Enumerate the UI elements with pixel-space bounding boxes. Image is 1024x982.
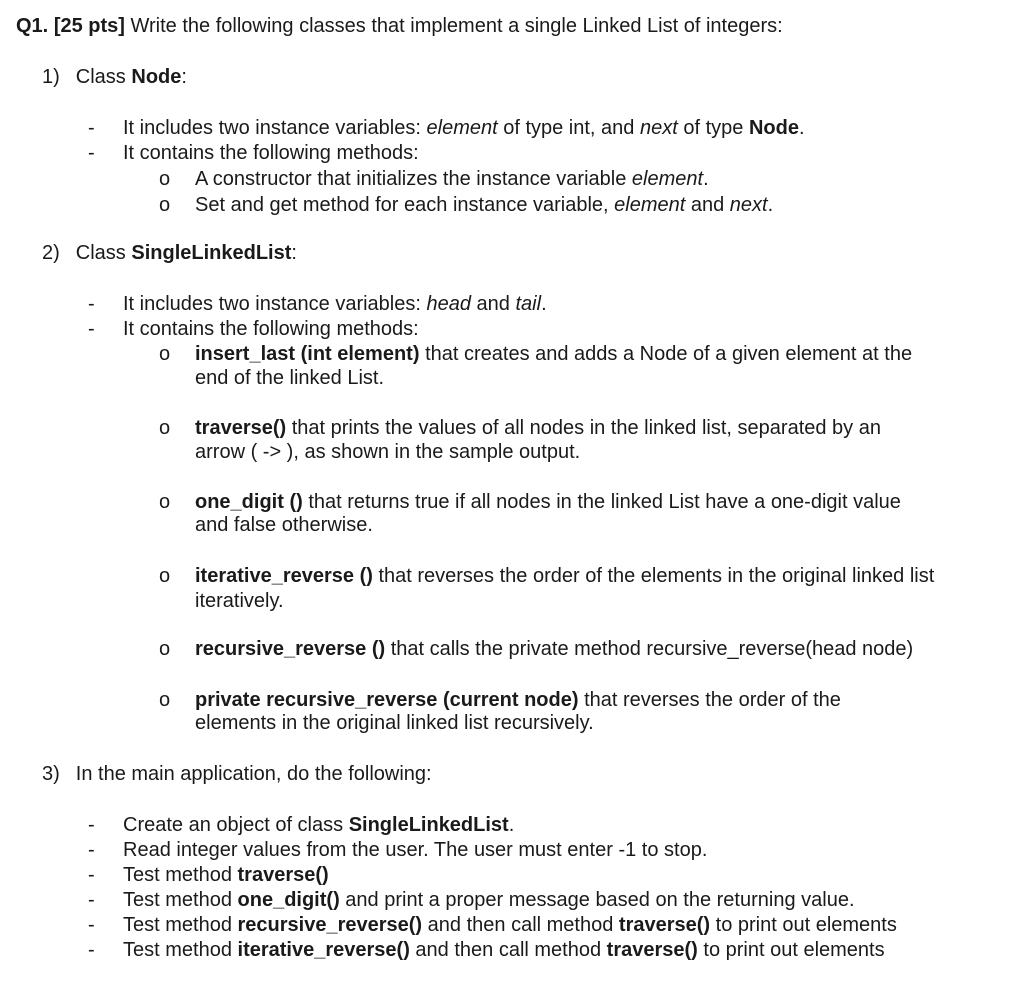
circle-bullet: o: [159, 638, 171, 660]
method-private-recursive-reverse-cont: elements in the original linked list recursively.: [195, 712, 594, 734]
main-item-test-one-digit: Test method one_digit() and print a proper message based on the returning value.: [123, 889, 855, 911]
section2-item-vars: It includes two instance variables: head and tail.: [123, 293, 547, 315]
dash-bullet: -: [88, 864, 95, 886]
main-item-test-iterative: Test method iterative_reverse() and then call method traverse() to print out elements: [123, 939, 885, 961]
dash-bullet: -: [88, 814, 95, 836]
question-label: Q1.: [16, 15, 49, 37]
method-insert-last-cont: end of the linked List.: [195, 367, 385, 389]
section1-item-methods: It contains the following methods:: [123, 142, 419, 164]
method-traverse: traverse() that prints the values of all nodes in the linked list, separated by an: [195, 417, 881, 439]
section1-item-constructor: A constructor that initializes the instance variable element.: [195, 168, 709, 190]
method-recursive-reverse: recursive_reverse () that calls the private method recursive_reverse(head node): [195, 638, 914, 660]
main-item-test-recursive: Test method recursive_reverse() and then call method traverse() to print out elements: [123, 914, 897, 936]
section2-number: 2): [42, 242, 60, 264]
section3-heading: 3) In the main application, do the following:: [42, 763, 432, 785]
dash-bullet: -: [88, 839, 95, 861]
section1-item-vars: It includes two instance variables: element of type int, and next of type Node.: [123, 117, 805, 139]
dash-bullet: -: [88, 293, 95, 315]
main-item-create: Create an object of class SingleLinkedList.: [123, 814, 515, 836]
question-points: [25 pts]: [53, 15, 125, 37]
section1-number: 1): [42, 66, 60, 88]
class-singlelinkedlist-name: SingleLinkedList: [131, 242, 292, 264]
method-private-recursive-reverse: private recursive_reverse (current node) that reverses the order of the: [195, 689, 841, 711]
dash-bullet: -: [88, 939, 95, 961]
circle-bullet: o: [159, 689, 171, 711]
dash-bullet: -: [88, 889, 95, 911]
dash-bullet: -: [88, 914, 95, 936]
circle-bullet: o: [159, 565, 171, 587]
circle-bullet: o: [159, 417, 171, 439]
circle-bullet: o: [159, 194, 171, 216]
dash-bullet: -: [88, 117, 95, 139]
class-node-name: Node: [131, 66, 182, 88]
method-one-digit: one_digit () that returns true if all nodes in the linked List have a one-digit value: [195, 491, 901, 513]
section1-item-setget: Set and get method for each instance variable, element and next.: [195, 194, 774, 216]
method-insert-last: insert_last (int element) that creates and adds a Node of a given element at the: [195, 343, 913, 365]
section3-number: 3): [42, 763, 60, 785]
question-text: Write the following classes that implement a single Linked List of integers:: [124, 15, 783, 37]
section1-heading: 1) Class Node:: [42, 66, 187, 88]
method-iterative-reverse: iterative_reverse () that reverses the order of the elements in the original linked list: [195, 565, 935, 587]
circle-bullet: o: [159, 343, 171, 365]
section2-heading: 2) Class SingleLinkedList:: [42, 242, 297, 264]
dash-bullet: -: [88, 318, 95, 340]
main-item-test-traverse: Test method traverse(): [123, 864, 329, 886]
method-one-digit-cont: and false otherwise.: [195, 514, 373, 536]
method-traverse-cont: arrow ( -> ), as shown in the sample output.: [195, 441, 581, 463]
circle-bullet: o: [159, 168, 171, 190]
method-iterative-reverse-cont: iteratively.: [195, 590, 284, 612]
circle-bullet: o: [159, 491, 171, 513]
dash-bullet: -: [88, 142, 95, 164]
main-item-read: Read integer values from the user. The user must enter -1 to stop.: [123, 839, 708, 861]
section2-item-methods: It contains the following methods:: [123, 318, 419, 340]
question-header: [16, 14, 783, 38]
